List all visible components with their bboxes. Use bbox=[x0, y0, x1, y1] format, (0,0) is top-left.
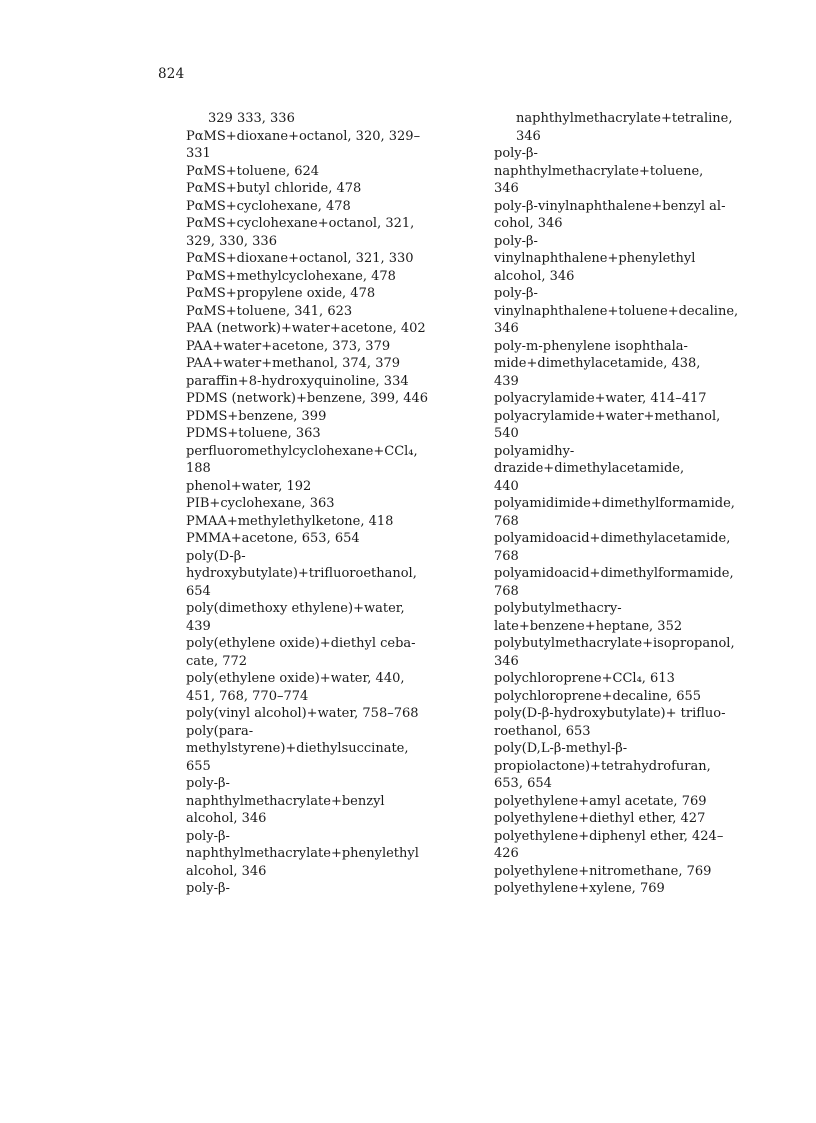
index-entry-line: PDMS+toluene, 363 bbox=[186, 426, 321, 441]
index-entry-line: polyethylene+diethyl ether, 427 bbox=[494, 811, 706, 826]
index-entry bbox=[494, 408, 764, 443]
index-entry-line: poly-β- bbox=[186, 828, 230, 844]
index-entry-line: PAA (network)+water+acetone, 402 bbox=[186, 321, 426, 336]
index-entry bbox=[494, 705, 764, 740]
index-entry-line: 346 bbox=[516, 128, 541, 144]
index-entry-continued bbox=[494, 110, 764, 145]
index-entry-line: polychloroprene+decaline, 655 bbox=[494, 688, 702, 704]
index-entry bbox=[186, 285, 461, 303]
index-entry bbox=[494, 145, 764, 198]
index-entry bbox=[186, 303, 461, 321]
index-entry bbox=[186, 670, 461, 705]
index-entry-line: polyamidoacid+dimethylformamide, bbox=[494, 566, 734, 581]
index-entry bbox=[186, 180, 461, 198]
index-entry-line: PMAA+methylethylketone, 418 bbox=[186, 513, 394, 529]
index-entry-line: 346 bbox=[494, 321, 519, 336]
index-entry bbox=[186, 478, 461, 496]
index-entry-line: hydroxybutylate)+trifluoroethanol, bbox=[186, 566, 417, 581]
index-entry bbox=[186, 250, 461, 268]
index-entry-line: 439 bbox=[494, 373, 519, 389]
index-entry bbox=[494, 688, 764, 706]
index-entry bbox=[494, 495, 764, 530]
index-entry-line: poly(ethylene oxide)+diethyl ceba- bbox=[186, 636, 416, 651]
index-entry-line: poly(D,L-β-methyl-β- bbox=[494, 741, 628, 756]
index-entry-line: 540 bbox=[494, 426, 519, 441]
index-entry bbox=[186, 443, 461, 478]
index-entry-line: PAA+water+methanol, 374, 379 bbox=[186, 356, 401, 371]
index-entry-line: phenol+water, 192 bbox=[186, 478, 312, 494]
index-entry bbox=[494, 828, 764, 863]
index-entry-line: propiolactone)+tetrahydrofuran, bbox=[494, 758, 711, 774]
index-entry bbox=[494, 233, 764, 286]
index-entry bbox=[186, 828, 461, 881]
index-entry-line: 188 bbox=[186, 461, 211, 476]
index-entry-line: alcohol, 346 bbox=[186, 811, 267, 826]
index-entry bbox=[186, 215, 461, 250]
index-entry-line: drazide+dimethylacetamide, bbox=[494, 461, 685, 476]
index-entry-line: poly(ethylene oxide)+water, 440, bbox=[186, 671, 405, 686]
index-entry bbox=[186, 320, 461, 338]
index-entry-line: vinylnaphthalene+phenylethyl bbox=[494, 251, 696, 266]
index-entry-line: 768 bbox=[494, 513, 519, 529]
index-entry-line: cohol, 346 bbox=[494, 216, 563, 231]
index-entry-line: late+benzene+heptane, 352 bbox=[494, 618, 683, 634]
index-entry bbox=[186, 390, 461, 408]
index-entry-line: vinylnaphthalene+toluene+decaline, bbox=[494, 303, 739, 319]
index-entry bbox=[494, 740, 764, 793]
index-entry bbox=[186, 635, 461, 670]
index-entry-line: PαMS+butyl chloride, 478 bbox=[186, 181, 362, 196]
index-entry bbox=[494, 390, 764, 408]
index-entry bbox=[494, 443, 764, 496]
index-entry bbox=[494, 285, 764, 338]
index-entry-line: polyamidimide+dimethylformamide, bbox=[494, 496, 735, 511]
index-entry-line: poly-β- bbox=[494, 286, 538, 301]
index-entry bbox=[494, 793, 764, 811]
index-entry bbox=[186, 530, 461, 548]
index-entry-line: 451, 768, 770–774 bbox=[186, 688, 309, 704]
index-entry-line: PDMS+benzene, 399 bbox=[186, 408, 327, 424]
index-entry bbox=[186, 495, 461, 513]
index-entry-line: poly-β- bbox=[186, 776, 230, 791]
index-entry-line: polyacrylamide+water+methanol, bbox=[494, 408, 721, 424]
index-entry-line: poly(D-β- bbox=[186, 548, 246, 564]
index-entry-line: poly-β-vinylnaphthalene+benzyl al- bbox=[494, 198, 726, 214]
index-entry-line: mide+dimethylacetamide, 438, bbox=[494, 356, 701, 371]
index-entry-line: poly-m-phenylene isophthala- bbox=[494, 338, 688, 354]
index-entry-line: poly(dimethoxy ethylene)+water, bbox=[186, 601, 405, 616]
index-entry bbox=[494, 670, 764, 688]
index-entry-line: polyacrylamide+water, 414–417 bbox=[494, 391, 707, 406]
index-entry bbox=[186, 338, 461, 356]
index-entry-continued bbox=[186, 110, 461, 128]
index-entry bbox=[186, 880, 461, 898]
index-entry-line: polychloroprene+CCl₄, 613 bbox=[494, 671, 675, 686]
index-column-left bbox=[186, 110, 461, 898]
index-entry-line: poly-β- bbox=[186, 881, 230, 896]
index-entry-line: polybutylmethacry- bbox=[494, 601, 622, 616]
index-entry-line: naphthylmethacrylate+tetraline, bbox=[516, 111, 733, 126]
index-entry bbox=[186, 198, 461, 216]
index-entry bbox=[186, 163, 461, 181]
index-entry bbox=[494, 600, 764, 635]
index-entry-line: naphthylmethacrylate+benzyl bbox=[186, 793, 385, 809]
index-entry bbox=[494, 530, 764, 565]
index-entry-line: PDMS (network)+benzene, 399, 446 bbox=[186, 391, 429, 406]
index-entry-line: PIB+cyclohexane, 363 bbox=[186, 496, 335, 511]
index-entry-line: polybutylmethacrylate+isopropanol, bbox=[494, 636, 735, 651]
index-entry bbox=[494, 565, 764, 600]
index-entry-line: 653, 654 bbox=[494, 776, 552, 791]
index-entry-line: PαMS+cyclohexane+octanol, 321, bbox=[186, 216, 415, 231]
index-entry-line: PMMA+acetone, 653, 654 bbox=[186, 531, 360, 546]
index-entry-line: polyamidhy- bbox=[494, 443, 575, 459]
index-entry-line: poly-β- bbox=[494, 146, 538, 161]
index-entry-line: 329 333, 336 bbox=[208, 111, 295, 126]
index-entry bbox=[186, 268, 461, 286]
index-entry-line: 768 bbox=[494, 548, 519, 564]
index-entry bbox=[186, 705, 461, 723]
index-entry bbox=[494, 880, 764, 898]
index-entry-line: alcohol, 346 bbox=[186, 863, 267, 879]
index-entry bbox=[186, 548, 461, 601]
index-entry bbox=[186, 425, 461, 443]
index-entry-line: 440 bbox=[494, 478, 519, 494]
index-entry-line: PαMS+dioxane+octanol, 320, 329– bbox=[186, 128, 421, 144]
page-number: 824 bbox=[158, 66, 185, 82]
index-column-right bbox=[494, 110, 764, 898]
index-entry-line: PαMS+toluene, 341, 623 bbox=[186, 303, 353, 319]
index-entry-line: methylstyrene)+diethylsuccinate, bbox=[186, 741, 409, 756]
index-entry bbox=[494, 863, 764, 881]
index-entry-line: polyethylene+nitromethane, 769 bbox=[494, 863, 712, 879]
index-entry-line: naphthylmethacrylate+toluene, bbox=[494, 163, 704, 179]
index-entry-line: roethanol, 653 bbox=[494, 723, 591, 739]
index-entry-line: poly(D-β-hydroxybutylate)+ trifluo- bbox=[494, 706, 726, 721]
index-entry bbox=[494, 810, 764, 828]
index-entry-line: poly-β- bbox=[494, 233, 538, 249]
index-entry-line: 331 bbox=[186, 146, 211, 161]
index-entry bbox=[186, 408, 461, 426]
index-entry-line: poly(para- bbox=[186, 723, 254, 739]
index-entry-line: 329, 330, 336 bbox=[186, 233, 277, 249]
index-entry-line: paraffin+8-hydroxyquinoline, 334 bbox=[186, 373, 409, 389]
index-entry bbox=[186, 723, 461, 776]
index-entry-line: cate, 772 bbox=[186, 653, 248, 669]
index-entry bbox=[186, 775, 461, 828]
index-entry-line: polyethylene+diphenyl ether, 424– bbox=[494, 828, 724, 844]
index-entry bbox=[494, 198, 764, 233]
index-entry-line: PαMS+propylene oxide, 478 bbox=[186, 286, 376, 301]
index-entry bbox=[494, 635, 764, 670]
index-entry-line: PαMS+dioxane+octanol, 321, 330 bbox=[186, 251, 414, 266]
index-entry-line: 426 bbox=[494, 846, 519, 861]
index-entry-line: 439 bbox=[186, 618, 211, 634]
index-entry bbox=[186, 373, 461, 391]
index-entry-line: polyethylene+amyl acetate, 769 bbox=[494, 793, 707, 809]
index-entry-line: perfluoromethylcyclohexane+CCl₄, bbox=[186, 443, 418, 459]
index-entry-line: 346 bbox=[494, 653, 519, 669]
index-entry-line: poly(vinyl alcohol)+water, 758–768 bbox=[186, 706, 419, 721]
index-entry bbox=[494, 338, 764, 391]
index-entry-line: PαMS+methylcyclohexane, 478 bbox=[186, 268, 396, 284]
index-entry bbox=[186, 355, 461, 373]
index-entry bbox=[186, 513, 461, 531]
index-entry-line: naphthylmethacrylate+phenylethyl bbox=[186, 846, 419, 861]
index-entry-line: alcohol, 346 bbox=[494, 268, 575, 284]
index-entry-line: 768 bbox=[494, 583, 519, 599]
index-entry bbox=[186, 600, 461, 635]
index-entry-line: PαMS+cyclohexane, 478 bbox=[186, 198, 351, 214]
index-entry-line: polyamidoacid+dimethylacetamide, bbox=[494, 531, 731, 546]
index-entry-line: 655 bbox=[186, 758, 211, 774]
index-entry-line: 654 bbox=[186, 583, 211, 599]
index-entry-line: PAA+water+acetone, 373, 379 bbox=[186, 338, 391, 354]
index-entry-line: 346 bbox=[494, 181, 519, 196]
index-entry-line: polyethylene+xylene, 769 bbox=[494, 881, 665, 896]
index-entry bbox=[186, 128, 461, 163]
index-entry-line: PαMS+toluene, 624 bbox=[186, 163, 320, 179]
